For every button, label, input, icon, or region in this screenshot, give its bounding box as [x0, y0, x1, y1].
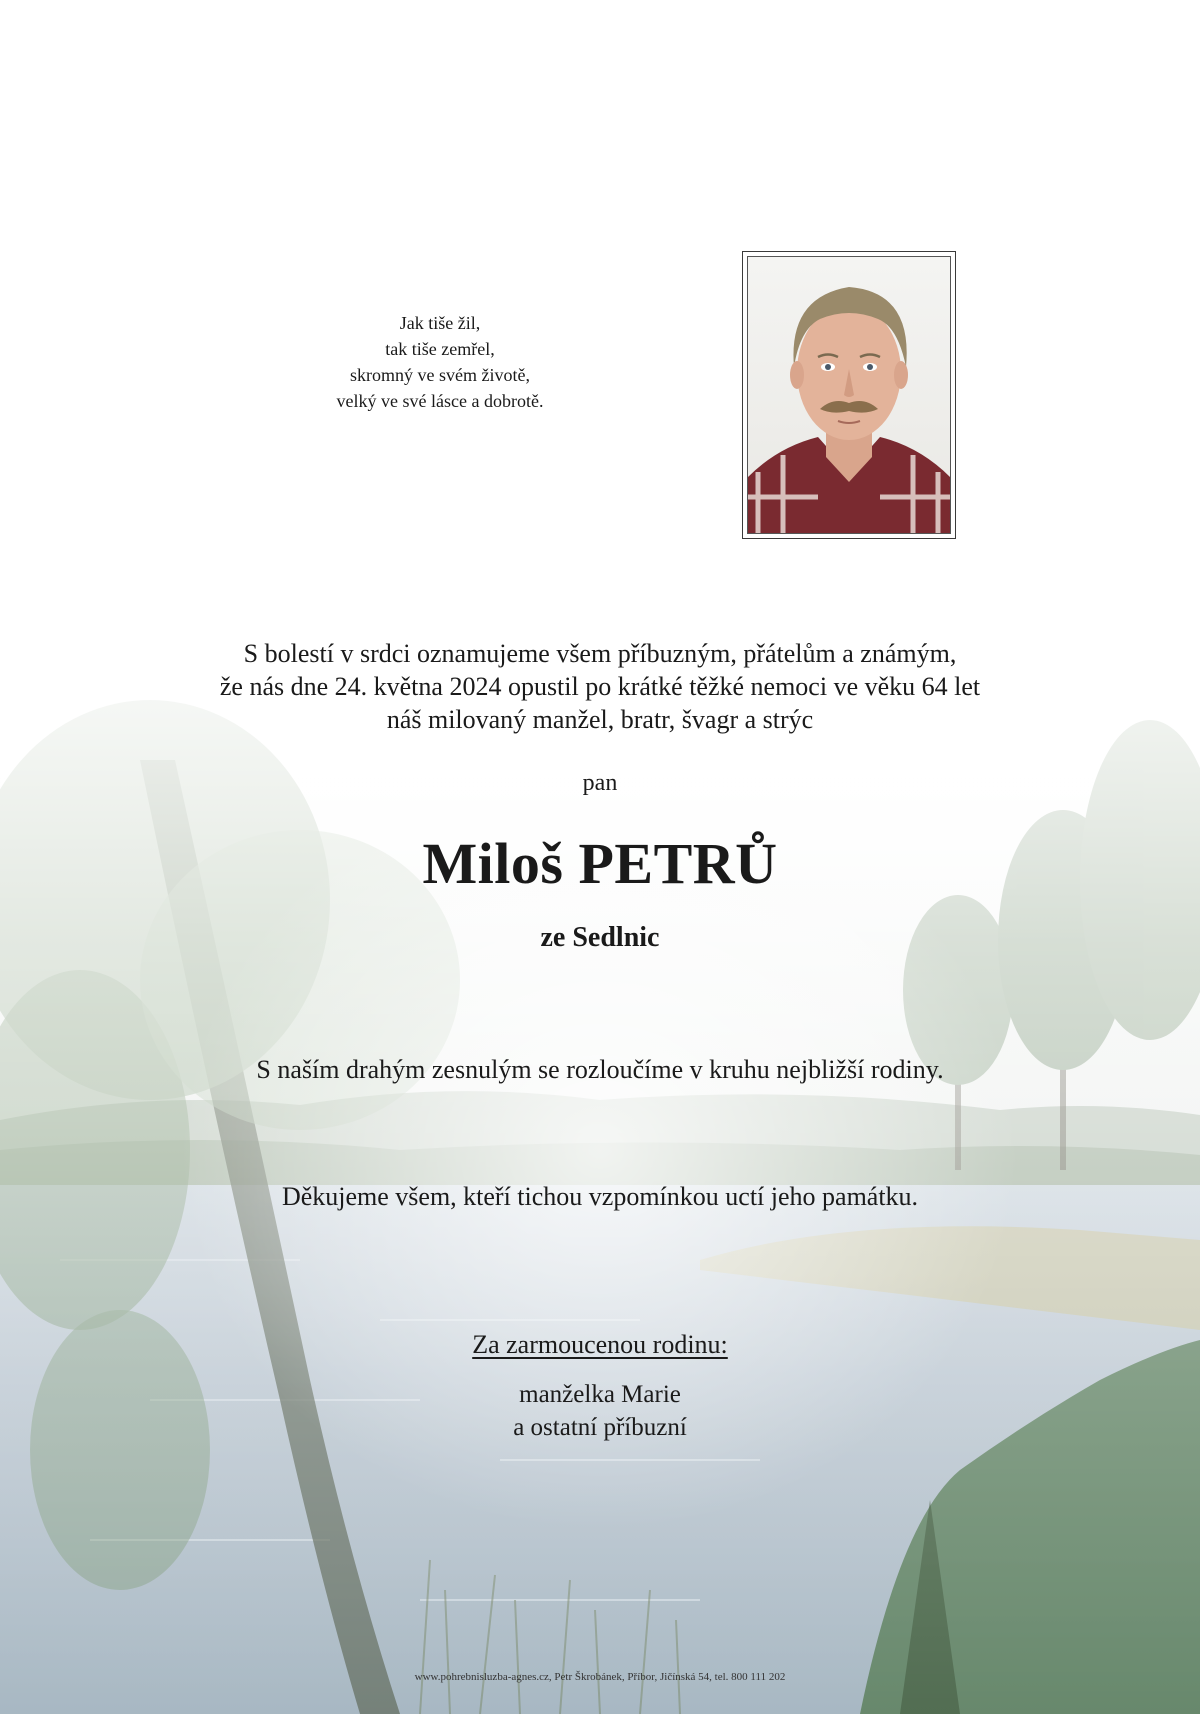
poem-line: tak tiše zemřel, — [385, 339, 495, 359]
announcement-text — [100, 637, 1100, 736]
portrait-photo-frame — [742, 251, 956, 539]
portrait-photo — [747, 256, 951, 534]
thanks-notice: Děkujeme všem, kteří tichou vzpomínkou uctí jeho památku. — [281, 1182, 919, 1211]
family-members — [400, 1378, 800, 1444]
deceased-origin: ze Sedlnic — [540, 922, 660, 953]
poem-line: Jak tiše žil, — [399, 313, 481, 333]
deceased-name: Miloš PETRŮ — [422, 831, 778, 896]
family-member: a ostatní příbuzní — [513, 1414, 687, 1441]
honorific: pan — [582, 770, 618, 796]
farewell-notice: S naším drahým zesnulým se rozloučíme v kruhu nejbližší rodiny. — [256, 1055, 944, 1084]
family-heading: Za zarmoucenou rodinu: — [472, 1330, 728, 1359]
memorial-poem — [280, 310, 600, 414]
announcement-line: že nás dne 24. května 2024 opustil po krátké těžké nemoci ve věku 64 let — [219, 672, 981, 701]
announcement-line: S bolestí v srdci oznamujeme všem příbuzným, přátelům a známým, — [243, 639, 957, 668]
announcement-line: náš milovaný manžel, bratr, švagr a strýc — [386, 705, 814, 734]
poem-line: velký ve své lásce a dobrotě. — [336, 391, 544, 411]
poem-line: skromný ve svém životě, — [350, 365, 530, 385]
funeral-service-footer: www.pohrebnisluzba-agnes.cz, Petr Škrobánek, Příbor, Jičínská 54, tel. 800 111 202 — [414, 1671, 786, 1683]
family-member: manželka Marie — [519, 1381, 681, 1408]
